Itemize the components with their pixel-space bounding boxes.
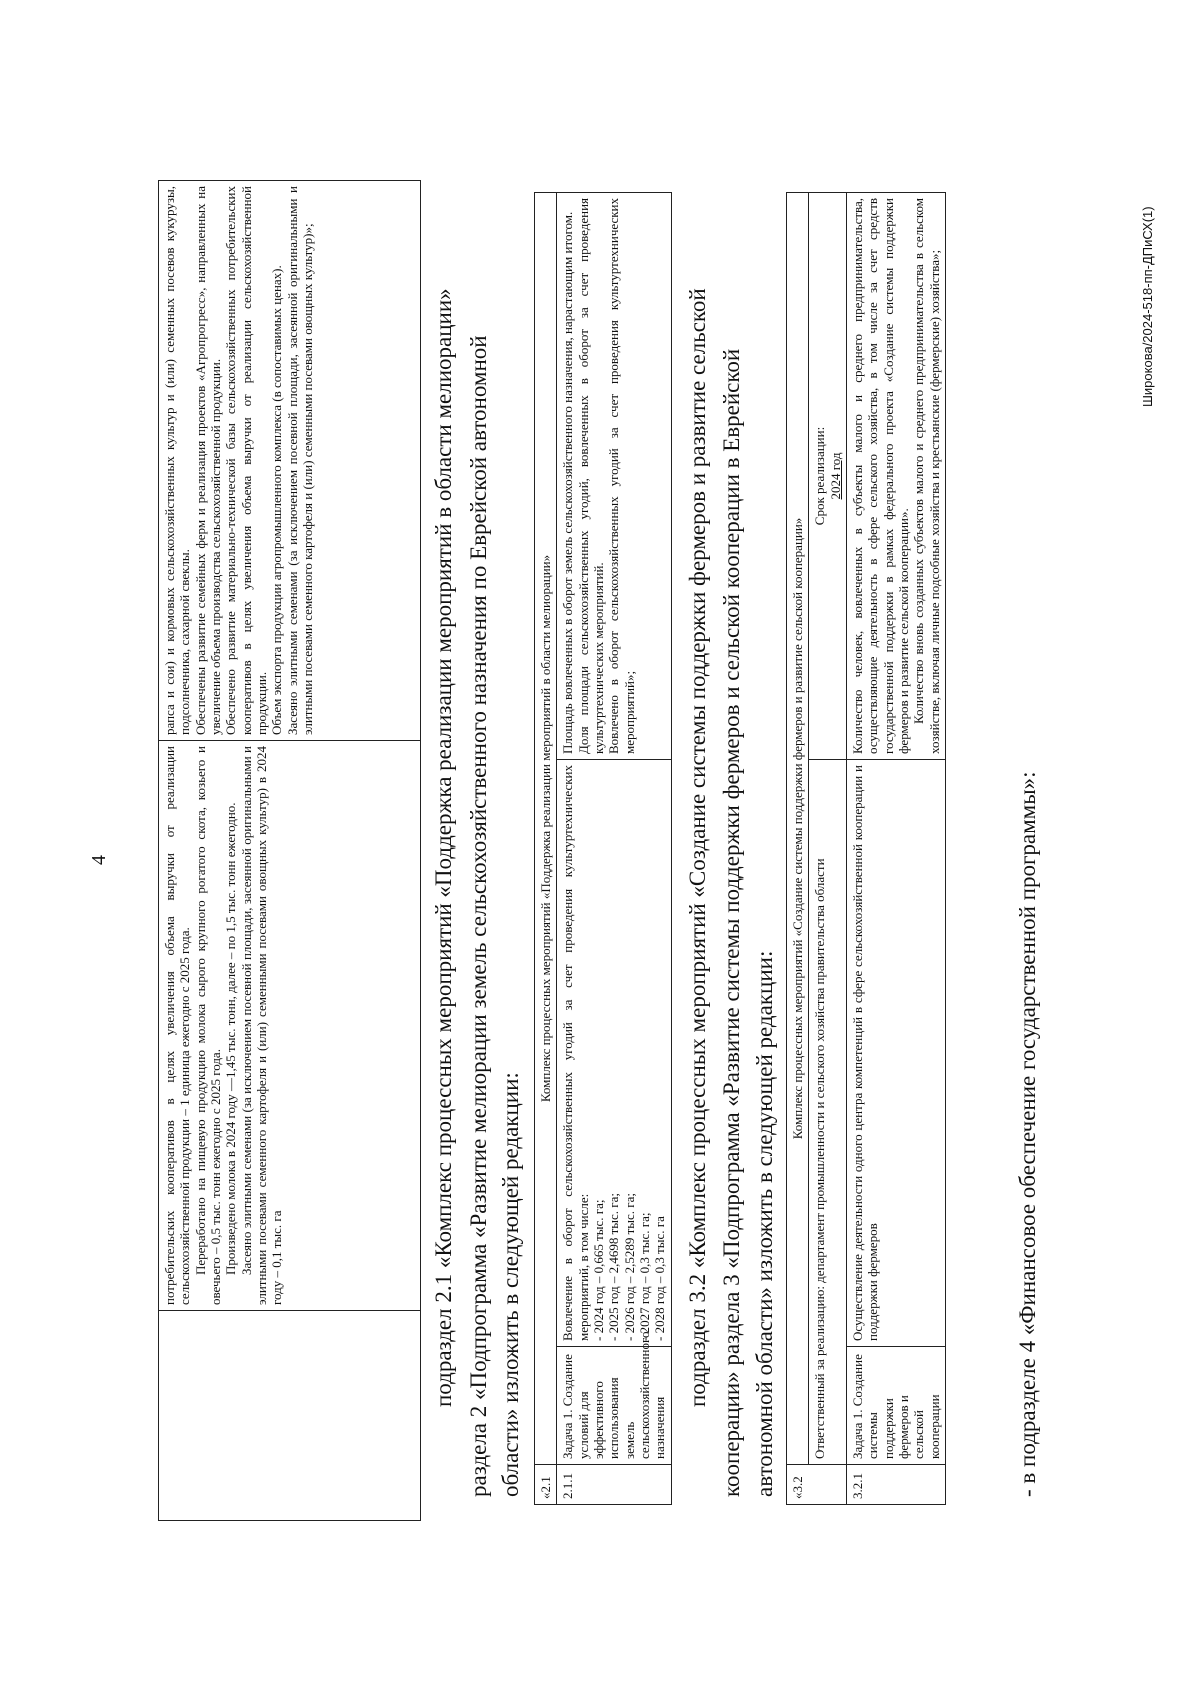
footer-code: Широкова/2024-518-пп-ДПиСХ(1) — [1140, 206, 1155, 407]
table-header: Комплекс процессных мероприятий «Поддержка реализации мероприятий в области мелиорации» — [535, 192, 557, 1464]
responsible-cell: Ответственный за реализацию: департамент промышленности и сельского хозяйства правительства области — [809, 760, 847, 1465]
table-row — [787, 192, 809, 1504]
text-line: Количество человек, вовлеченных в субъекты малого и среднего предпринимательства, осуществляющие деятельность в сфере сельского хозяйства, в том числе за счет средств государственной поддержки в рамках федерального проекта «Создание системы поддержки фермеров и развитие сельской кооперации». — [849, 197, 911, 754]
term-label: Срок реализации: — [812, 426, 828, 526]
table-3-2 — [786, 192, 946, 1505]
list-item: - 2026 год – 2,5289 тыс. га; — [621, 1193, 637, 1341]
text-line: Осуществление деятельности одного центра компетенций в сфере сельскохозяйственной кооперации и поддержки фермеров — [849, 765, 881, 1341]
list-item: - 2028 год – 0,3 тыс. га — [652, 1216, 668, 1341]
table-row — [535, 192, 557, 1504]
table-row — [557, 192, 671, 1504]
page-number: 4 — [88, 855, 110, 865]
term-value: 2024 год — [827, 452, 843, 500]
table-row — [846, 192, 945, 1504]
table-cell-results — [159, 741, 421, 1311]
text-line: Произведено молока в 2024 году —1,45 тыс. тонн, далее – по 1,5 тыс. тонн ежегодно. — [223, 802, 239, 1275]
indicators-cell — [557, 192, 671, 759]
text-line: Переработано на пищевую продукцию молока сырого крупного рогатого скота, козьего и овечьего – 0,5 тыс. тонн ежегодно с 2025 года. — [192, 746, 223, 1305]
text-line: Обеспечено развитие материально-технической базы сельскохозяйственных потребительских кооперативов в целях увеличения объема выручки от реализации сельскохозяйственной продукции. — [223, 186, 269, 735]
task-cell: Задача 1. Создание условий для эффективного использования земель сельскохозяйственного назначения — [557, 1347, 671, 1465]
list-item: - 2025 год – 2,4698 тыс. га; — [606, 1193, 622, 1341]
table-cell-empty — [159, 1311, 421, 1521]
text-line: потребительских кооперативов в целях увеличения объема выручки от реализации сельскохозяйственной продукции – 1 единица ежегодно с 2025 года. — [162, 746, 193, 1305]
text-line: Объем экспорта продукции агропромышленного комплекса (в сопоставимых ценах). — [269, 265, 285, 735]
paragraph-3-2-line-1: подраздел 3.2 «Комплекс процессных мероприятий «Создание системы поддержки фермеров и развитие сельской — [685, 288, 710, 1407]
text-line: Засеяно элитными семенами (за исключением посевной площади, засеянной оригинальными и элитными посевами семенного картофеля и (или) семенными посевами овощных культур)»; — [284, 186, 315, 735]
text-line: Доля площади сельскохозяйственных угодий, вовлеченных в оборот за счет проведения культуртехнических мероприятий. — [575, 197, 606, 754]
term-cell — [809, 192, 847, 759]
list-item: - 2024 год – 0,665 тыс. га; — [590, 1199, 606, 1341]
text-line: Обеспечены развитие семейных ферм и реализация проектов «Агропрогресс», направленных на увеличение объема производства сельскохозяйственной продукции. — [192, 186, 223, 735]
paragraph-3-2-line-2: кооперации» раздела 3 «Подпрограмма «Развитие системы поддержки фермеров и сельской кооперации в Еврейской — [719, 348, 744, 1497]
list-item: - 2027 год – 0,3 тыс. га; — [636, 1212, 652, 1341]
text-line: Количество вновь созданных субъектов малого и среднего предпринимательства в сельском хозяйстве, включая личные подсобные хозяйства и крестьянские (фермерские) хозяйства»; — [911, 197, 942, 754]
task-cell: Задача 1. Создание системы поддержки фермеров и сельской кооперации — [846, 1347, 945, 1465]
row-number: 3.2.1 — [846, 1465, 945, 1505]
table-cell-indicators — [159, 181, 421, 741]
row-number: 2.1.1 — [557, 1465, 671, 1505]
row-number: «2.1 — [535, 1465, 557, 1505]
measures-cell — [846, 760, 945, 1347]
table-header: Комплекс процессных мероприятий «Создание системы поддержки фермеров и развитие сельской кооперации» — [787, 192, 809, 1464]
paragraph-2-1-line-2: раздела 2 «Подпрограмма «Развитие мелиорации земель сельскохозяйственного назначения по Еврейской автономной — [466, 335, 491, 1497]
paragraph-2-1-line-3: области» изложить в следующей редакции: — [498, 1072, 523, 1497]
closing-line: - в подразделе 4 «Финансовое обеспечение государственной программы»: — [1015, 771, 1040, 1497]
paragraph-2-1-line-1: подраздел 2.1 «Комплекс процессных мероприятий «Поддержка реализации мероприятий в области мелиорации» — [431, 288, 456, 1407]
text-line: Засеяно элитными семенами (за исключением посевной площади, засеянной оригинальными и элитными посевами семенного картофеля и (или) семенными посевами овощных культур) в 2024 году – 0,1 тыс. га — [238, 746, 285, 1305]
text-line: Вовлечение в оборот сельскохозяйственных угодий за счет проведения культуртехнических мероприятий, в том числе: — [560, 765, 591, 1341]
table-2-1 — [534, 192, 672, 1505]
table-row — [159, 181, 421, 1521]
top-table — [158, 180, 421, 1521]
text-line: рапса и сои) и кормовых сельскохозяйственных культур и (или) семенных посевов кукурузы, подсолнечника, сахарной свеклы. — [162, 186, 193, 735]
row-number: «3.2 — [787, 1465, 847, 1505]
indicators-cell — [846, 192, 945, 759]
text-line: Вовлечено в оборот сельскохозяйственных угодий за счет проведения культуртехнических мероприятий»; — [606, 197, 637, 754]
text-line: Площадь вовлеченных в оборот земель сельскохозяйственного назначения, нарастающим итогом. — [560, 211, 576, 754]
measures-cell — [557, 760, 671, 1347]
table-row — [809, 192, 847, 1504]
paragraph-3-2-line-3: автономной области» изложить в следующей редакции: — [752, 950, 777, 1497]
